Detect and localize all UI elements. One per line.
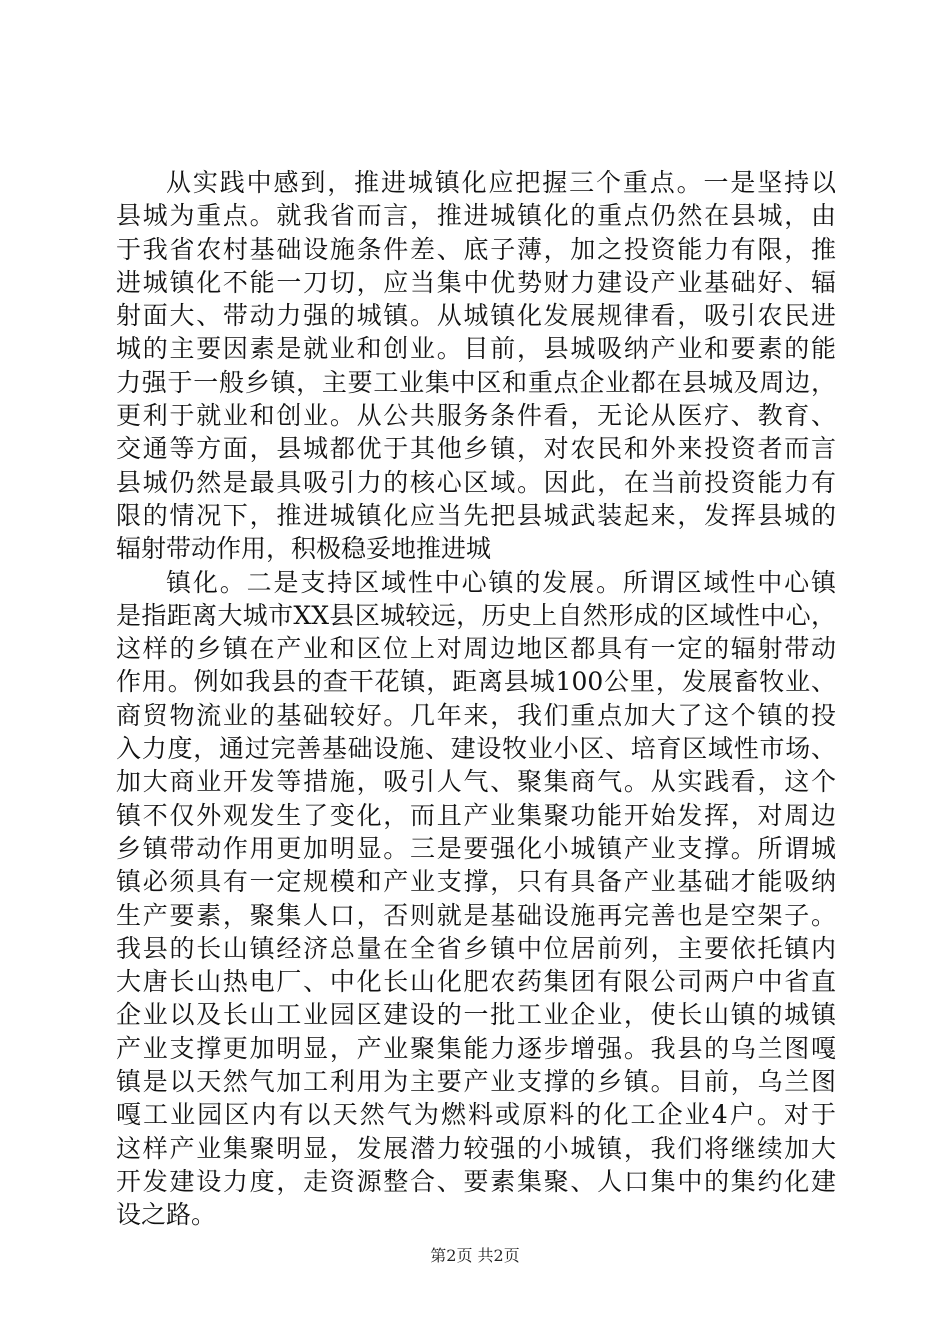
paragraph-1-line: 县城为重点。就我省而言，推进城镇化的重点仍然在县城，由 [116,201,836,231]
paragraph-2-line: 设之路。 [116,1200,217,1230]
body-text [116,166,836,1232]
paragraph-2-line: 大唐长山热电厂、中化长山化肥农药集团有限公司两户中省直 [116,967,836,997]
paragraph-1-line: 辐射带动作用，积极稳妥地推进城 [116,534,492,564]
paragraph-1-line: 城的主要因素是就业和创业。目前，县城吸纳产业和要素的能 [116,334,836,364]
paragraph-2-line: 生产要素，聚集人口，否则就是基础设施再完善也是空架子。 [116,900,836,930]
paragraph-2-line: 企业以及长山工业园区建设的一批工业企业，使长山镇的城镇 [116,1000,836,1030]
paragraph-1-line: 更利于就业和创业。从公共服务条件看，无论从医疗、教育、 [116,401,836,431]
paragraph-2-line: 我县的长山镇经济总量在全省乡镇中位居前列，主要依托镇内 [116,933,836,963]
paragraph-2-line: 加大商业开发等措施，吸引人气、聚集商气。从实践看，这个 [116,767,836,797]
paragraph-2-line: 镇是以天然气加工利用为主要产业支撑的乡镇。目前，乌兰图 [116,1067,836,1097]
paragraph-2-line: 是指距离大城市XX县区城较远，历史上自然形成的区域性中心， [116,600,836,630]
paragraph-2-line: 作用。例如我县的查干花镇，距离县城100公里，发展畜牧业、 [116,667,836,697]
paragraph-2-line: 镇必须具有一定规模和产业支撑，只有具备产业基础才能吸纳 [116,867,836,897]
paragraph-2-line: 开发建设力度，走资源整合、要素集聚、人口集中的集约化建 [116,1166,836,1196]
paragraph-1-line: 县城仍然是最具吸引力的核心区域。因此，在当前投资能力有 [116,467,836,497]
page-number-label: 第2页 共2页 [430,1246,520,1265]
paragraph-2-line: 嘎工业园区内有以天然气为燃料或原料的化工企业4户。对于 [116,1100,836,1130]
paragraph-2-line: 乡镇带动作用更加明显。三是要强化小城镇产业支撑。所谓城 [116,833,836,863]
paragraph-2-line: 这样的乡镇在产业和区位上对周边地区都具有一定的辐射带动 [116,634,836,664]
paragraph-2-line: 产业支撑更加明显，产业聚集能力逐步增强。我县的乌兰图嘎 [116,1033,836,1063]
page-footer [0,1246,950,1266]
paragraph-1-line: 于我省农村基础设施条件差、底子薄，加之投资能力有限，推 [116,234,836,264]
paragraph-2-line: 这样产业集聚明显，发展潜力较强的小城镇，我们将继续加大 [116,1133,836,1163]
paragraph-2-line: 镇化。二是支持区域性中心镇的发展。所谓区域性中心镇 [166,567,836,597]
paragraph-1-line: 交通等方面，县城都优于其他乡镇，对农民和外来投资者而言 [116,434,836,464]
paragraph-1-line: 力强于一般乡镇，主要工业集中区和重点企业都在县城及周边， [116,367,836,397]
paragraph-1-line: 射面大、带动力强的城镇。从城镇化发展规律看，吸引农民进 [116,301,836,331]
paragraph-1-line: 从实践中感到，推进城镇化应把握三个重点。一是坚持以 [166,168,836,197]
paragraph-2-line: 入力度，通过完善基础设施、建设牧业小区、培育区域性市场、 [116,734,836,764]
paragraph-2-line: 镇不仅外观发生了变化，而且产业集聚功能开始发挥，对周边 [116,800,836,830]
paragraph-1-line: 限的情况下，推进城镇化应当先把县城武装起来，发挥县城的 [116,500,836,530]
paragraph-1-line: 进城镇化不能一刀切，应当集中优势财力建设产业基础好、辐 [116,267,836,297]
paragraph-2-line: 商贸物流业的基础较好。几年来，我们重点加大了这个镇的投 [116,700,836,730]
